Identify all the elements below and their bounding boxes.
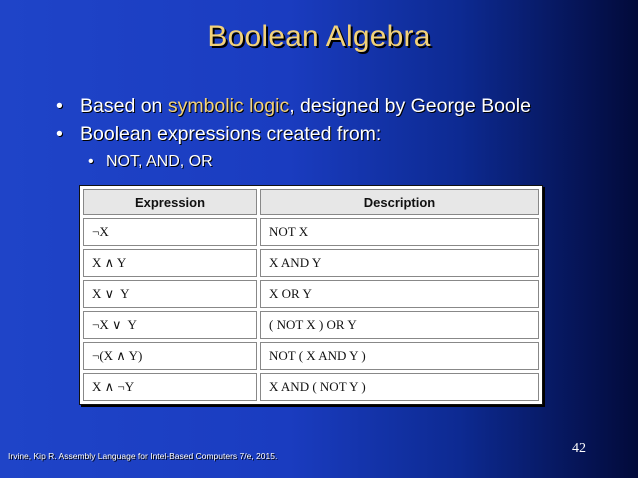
table-row: [83, 218, 539, 246]
expression-cell: ¬(X ∧ Y): [83, 342, 257, 370]
description-cell: NOT X: [260, 218, 539, 246]
bullet-1-highlight: symbolic logic: [167, 95, 290, 117]
bullet-1-suffix: , designed by George Boole: [289, 95, 531, 117]
page-number: 42: [572, 441, 586, 456]
table-row: [83, 342, 539, 370]
bullet-list: [56, 92, 618, 175]
table-row: [83, 311, 539, 339]
header-expression: Expression: [83, 189, 257, 215]
expression-table: [79, 185, 543, 405]
description-cell: X AND ( NOT Y ): [260, 373, 539, 401]
expression-table-grid: [80, 186, 542, 404]
expression-cell: X ∧ Y: [83, 249, 257, 277]
description-cell: NOT ( X AND Y ): [260, 342, 539, 370]
slide-title: Boolean Algebra: [207, 20, 431, 53]
bullet-item-1: [56, 92, 618, 120]
expression-cell: X ∨ Y: [83, 280, 257, 308]
table-row: [83, 280, 539, 308]
expression-cell: ¬X ∨ Y: [83, 311, 257, 339]
bullet-item-2: [56, 120, 618, 148]
description-cell: X OR Y: [260, 280, 539, 308]
footer-citation: Irvine, Kip R. Assembly Language for Intel-Based Computers 7/e, 2015.: [8, 451, 278, 461]
sub-bullet-icon: •: [88, 153, 94, 170]
description-cell: X AND Y: [260, 249, 539, 277]
header-description: Description: [260, 189, 539, 215]
bullet-2-text: Boolean expressions created from:: [80, 123, 382, 145]
expression-cell: X ∧ ¬Y: [83, 373, 257, 401]
description-cell: ( NOT X ) OR Y: [260, 311, 539, 339]
table-row: [83, 373, 539, 401]
sub-bullet-text: NOT, AND, OR: [106, 153, 213, 170]
bullet-1-prefix: Based on: [80, 95, 168, 117]
table-row: [83, 249, 539, 277]
sub-bullet-item: [56, 149, 618, 175]
bullet-icon: •: [56, 123, 63, 145]
bullet-icon: •: [56, 95, 63, 117]
table-header-row: [83, 189, 539, 215]
expression-cell: ¬X: [83, 218, 257, 246]
